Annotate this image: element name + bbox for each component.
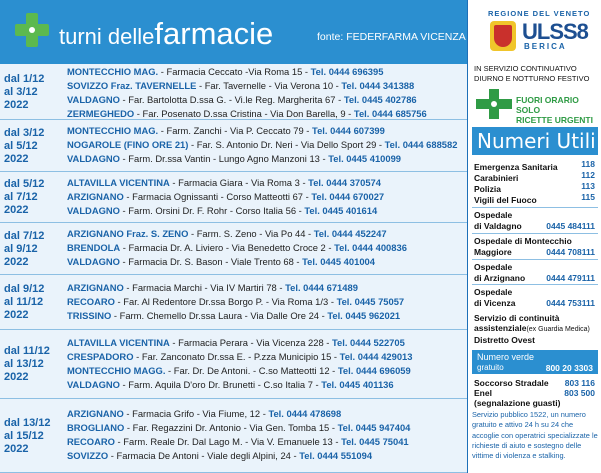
green-cross-icon — [476, 89, 512, 119]
pharmacy-details: - Far. Tavernelle - Via Verona 10 - — [196, 80, 342, 91]
pharmacy-entry — [67, 139, 457, 150]
pharmacy-details: - Farmacia Dr. A. Liviero - Via Benedetto Croce 2 - — [120, 242, 335, 253]
pharmacy-details: - Farm. Zanchi - Via P. Ceccato 79 - — [158, 125, 313, 136]
pharmacy-phone: Tel. 0445 410099 — [328, 153, 402, 164]
hospital-label-2: Maggiore — [474, 247, 512, 257]
pharmacy-details: - Farm. Reale Dr. Dal Lago M. - Via V. Emanuele 13 - — [114, 436, 342, 447]
header-banner — [0, 0, 467, 64]
pharmacy-town: ARZIGNANO — [67, 282, 124, 293]
pharmacy-entry — [67, 337, 405, 348]
pharmacy-town: VALDAGNO — [67, 94, 120, 105]
continuity-line-2b: (ex Guardia Medica) — [526, 326, 590, 333]
pharmacy-entry — [67, 351, 412, 362]
date-line: 2022 — [4, 256, 29, 268]
pharmacy-town: ARZIGNANO Fraz. S. ZENO — [67, 228, 189, 239]
pharmacy-entry — [67, 310, 400, 321]
enel-value: 803 500 — [564, 388, 595, 398]
continuity-line-1: Servizio di continuità — [474, 313, 560, 323]
fuori-line-1: FUORI ORARIO SOLO — [516, 95, 579, 115]
free-number-box — [472, 350, 598, 374]
pharmacy-phone: Tel. 0445 401004 — [302, 256, 375, 267]
pharmacy-phone: Tel. 0444 452247 — [313, 228, 387, 239]
pharmacy-entry — [67, 256, 375, 267]
ulss-logo-text: ULSS8 — [522, 19, 588, 44]
date-range — [4, 345, 50, 384]
hospital-label-1: Ospedale — [474, 210, 513, 220]
enel-sub: (segnalazione guasti) — [474, 398, 561, 408]
date-line: dal 13/12 — [4, 417, 51, 429]
pharmacy-entry — [67, 108, 427, 119]
date-line: 2022 — [4, 153, 29, 165]
date-line: 2022 — [4, 443, 29, 455]
pharmacy-town: RECOARO — [67, 296, 115, 307]
pharmacy-town: ALTAVILLA VICENTINA — [67, 337, 170, 348]
pharmacy-town: RECOARO — [67, 436, 115, 447]
free-number-sub: gratuito — [477, 363, 504, 372]
pharmacy-details: - Farmacia Ognissanti - Corso Matteotti 67 - — [123, 191, 312, 202]
useful-numbers-banner — [472, 127, 598, 155]
pharmacy-entry — [67, 282, 358, 293]
enel-label: Enel — [474, 388, 492, 398]
continuity-line-2a: assistenziale — [474, 323, 527, 333]
pharmacy-town: MONTECCHIO MAGG. — [67, 365, 166, 376]
pharmacy-details: - Far. Posenato D.ssa Cristina - Via Don Barella, 9 - — [134, 108, 354, 119]
free-number-value: 800 20 3303 — [545, 363, 593, 373]
date-group — [0, 64, 467, 120]
pharmacy-town: ZERMEGHEDO — [67, 108, 135, 119]
pharmacy-town: ARZIGNANO — [67, 408, 124, 419]
pharmacy-details: - Far. Regazzini Dr. Antonio - Via Gen. Tomba 15 - — [124, 422, 338, 433]
divider — [472, 284, 598, 285]
pharmacy-phone: Tel. 0444 429013 — [339, 351, 413, 362]
date-line: dal 7/12 — [4, 230, 45, 242]
hospital-number: 0445 484111 — [546, 221, 595, 231]
pharmacy-details: - Farmacia Marchi - Via IV Martiri 78 - — [123, 282, 286, 293]
pharmacy-town: NOGAROLE (FINO ORE 21) — [67, 139, 189, 150]
pharmacy-details: - Far. Dr. De Antoni. - C.so Matteotti 12 - — [165, 365, 338, 376]
date-line: dal 3/12 — [4, 127, 45, 139]
violence-helpline-note: Servizio pubblico 1522, un numero gratuito e attivo 24 h su 24 che accoglie con operatrici specializzate le richieste di aiuto e sostegno delle vittime di violenza e stalking. — [472, 410, 598, 461]
service-line-1: IN SERVIZIO CONTINUATIVO — [474, 64, 577, 73]
date-line: 2022 — [4, 99, 29, 111]
schedule-rows — [0, 64, 467, 473]
date-line: al 3/12 — [4, 86, 38, 98]
date-line: al 9/12 — [4, 243, 38, 255]
date-group — [0, 120, 467, 172]
date-line: al 11/12 — [4, 296, 44, 308]
hospital-label-2: di Arzignano — [474, 273, 526, 283]
info-sidebar — [467, 0, 601, 473]
pharmacy-entry — [67, 242, 407, 253]
pharmacy-town: VALDAGNO — [67, 379, 120, 390]
pharmacy-town: ARZIGNANO — [67, 191, 124, 202]
region-label: REGIONE DEL VENETO — [488, 9, 591, 18]
pharmacy-town: MONTECCHIO MAG. — [67, 66, 159, 77]
pharmacy-entry — [67, 125, 385, 136]
pharmacy-details: - Far. Zanconato Dr.ssa E. - P.zza Municipio 15 - — [133, 351, 340, 362]
pharmacy-entry — [67, 450, 372, 461]
pharmacy-entry — [67, 296, 404, 307]
pharmacy-town: BROGLIANO — [67, 422, 125, 433]
pharmacy-phone: Tel. 0445 401614 — [304, 205, 378, 216]
emergency-number: 113 — [581, 181, 595, 191]
pharmacy-phone: Tel. 0445 402786 — [343, 94, 417, 105]
pharmacy-entry — [67, 94, 417, 105]
date-range — [4, 417, 50, 456]
pharmacy-phone: Tel. 0444 400836 — [334, 242, 407, 253]
pharmacy-entry — [67, 365, 411, 376]
fuori-line-2: RICETTE URGENTI — [516, 115, 593, 125]
pharmacy-details: - Far. Bartolotta D.ssa G. - Vi.le Reg. Margherita 67 - — [119, 94, 344, 105]
emergency-label: Carabinieri — [474, 173, 519, 183]
pharmacy-details: - Farm. Chemello Dr.ssa Laura - Via Dalle Ore 24 - — [111, 310, 328, 321]
pharmacy-town: CRESPADORO — [67, 351, 134, 362]
continuity-service — [474, 313, 590, 345]
pharmacy-phone: Tel. 0445 947404 — [337, 422, 411, 433]
useful-numbers-title: Numeri Utili — [477, 129, 596, 153]
date-line: dal 9/12 — [4, 283, 45, 295]
title-part-1: turni delle — [59, 24, 155, 49]
date-line: dal 11/12 — [4, 345, 50, 357]
pharmacy-entry — [67, 191, 384, 202]
date-range — [4, 283, 44, 322]
pharmacy-entry — [67, 205, 377, 216]
divider — [472, 207, 598, 208]
emergency-label: Polizia — [474, 184, 501, 194]
road-assist-label: Soccorso Stradale — [474, 378, 549, 388]
ulss-subtitle: BERICA — [524, 42, 567, 51]
pharmacy-entry — [67, 177, 381, 188]
pharmacy-details: - Farm. Orsini Dr. F. Rohr - Corso Italia 56 - — [119, 205, 305, 216]
emergency-number: 115 — [581, 192, 595, 202]
pharmacy-phone: Tel. 0445 75041 — [341, 436, 409, 447]
date-line: al 13/12 — [4, 358, 44, 370]
title-part-2: farmacie — [154, 16, 274, 51]
date-group — [0, 330, 467, 399]
pharmacy-details: - Farmacia Ceccato -Via Roma 15 - — [158, 66, 311, 77]
date-range — [4, 73, 44, 112]
pharmacy-town: SOVIZZO — [67, 450, 109, 461]
pharmacy-town: SOVIZZO Fraz. TAVERNELLE — [67, 80, 197, 91]
pharmacy-phone: Tel. 0444 551094 — [299, 450, 373, 461]
pharmacy-town: ALTAVILLA VICENTINA — [67, 177, 170, 188]
pharmacy-phone: Tel. 0444 607399 — [312, 125, 385, 136]
after-hours-note — [516, 95, 601, 125]
pharmacy-phone: Tel. 0444 341388 — [341, 80, 415, 91]
pharmacy-phone: Tel. 0444 522705 — [332, 337, 405, 348]
pharmacy-entry — [67, 80, 414, 91]
road-assist-value: 803 116 — [564, 378, 595, 388]
pharmacy-town: VALDAGNO — [67, 256, 120, 267]
hospital-label-1: Ospedale — [474, 262, 513, 272]
pharmacy-phone: Tel. 0444 478698 — [268, 408, 342, 419]
pharmacy-details: - Far. S. Antonio Dr. Neri - Via Dello Sport 29 - — [188, 139, 385, 150]
date-group — [0, 275, 467, 330]
pharmacy-details: - Farm. S. Zeno - Via Po 44 - — [188, 228, 314, 239]
date-group — [0, 399, 467, 473]
pharmacy-entry — [67, 422, 410, 433]
pharmacy-town: VALDAGNO — [67, 153, 120, 164]
hospital-label-2: di Valdagno — [474, 221, 522, 231]
page-title — [59, 16, 273, 52]
pharmacy-entry — [67, 408, 341, 419]
pharmacy-details: - Far. Al Redentore Dr.ssa Borgo P. - Via Roma 1/3 - — [114, 296, 337, 307]
pharmacy-details: - Farmacia De Antoni - Viale degli Alpini, 24 - — [108, 450, 300, 461]
pharmacy-phone: Tel. 0444 685756 — [353, 108, 427, 119]
divider — [472, 233, 598, 234]
pharmacy-phone: Tel. 0444 696059 — [337, 365, 411, 376]
pharmacy-town: TRISSINO — [67, 310, 112, 321]
emergency-number: 112 — [581, 170, 595, 180]
pharmacy-entry — [67, 66, 383, 77]
date-line: al 5/12 — [4, 140, 38, 152]
hospital-label-1: Ospedale di Montecchio — [474, 236, 572, 246]
date-line: 2022 — [4, 309, 29, 321]
date-range — [4, 127, 44, 166]
emergency-number: 118 — [581, 159, 595, 169]
service-line-2: DIURNO E NOTTURNO FESTIVO — [474, 73, 590, 83]
free-number-label: Numero verde — [477, 352, 535, 362]
pharmacy-details: - Farmacia Perara - Via Vicenza 228 - — [169, 337, 332, 348]
divider — [472, 259, 598, 260]
date-group — [0, 172, 467, 223]
pharmacy-town: VALDAGNO — [67, 205, 120, 216]
pharmacy-phone: Tel. 0444 696395 — [310, 66, 384, 77]
pharmacy-details: - Farm. Dr.ssa Vantin - Lungo Agno Manzoni 13 - — [119, 153, 329, 164]
pharmacy-phone: Tel. 0444 670027 — [311, 191, 385, 202]
pharmacy-town: BRENDOLA — [67, 242, 121, 253]
date-range — [4, 230, 44, 269]
pharmacy-entry — [67, 228, 387, 239]
pharmacy-phone: Tel. 0444 671489 — [285, 282, 358, 293]
pharmacy-phone: Tel. 0445 75057 — [336, 296, 405, 307]
source-label: fonte: FEDERFARMA VICENZA — [317, 31, 466, 43]
pharmacy-details: - Farmacia Giara - Via Roma 3 - — [169, 177, 309, 188]
service-note — [474, 64, 589, 83]
pharmacy-details: - Farmacia Dr. S. Bason - Viale Trento 68 - — [119, 256, 303, 267]
date-range — [4, 178, 44, 217]
hospital-label-2: di Vicenza — [474, 298, 516, 308]
hospital-number: 0444 708111 — [546, 247, 595, 257]
date-line: dal 1/12 — [4, 73, 45, 85]
date-line: 2022 — [4, 204, 29, 216]
lion-crest-icon — [490, 21, 516, 51]
pharmacy-details: - Farmacia Grifo - Via Fiume, 12 - — [123, 408, 269, 419]
date-group — [0, 223, 467, 275]
continuity-line-3: Distretto Ovest — [474, 335, 535, 345]
pharmacy-entry — [67, 436, 409, 447]
hospital-label-1: Ospedale — [474, 287, 513, 297]
pharmacy-cross-icon — [15, 13, 49, 47]
date-line: 2022 — [4, 371, 29, 383]
hospital-number: 0444 753111 — [546, 298, 595, 308]
pharmacy-entry — [67, 153, 401, 164]
pharmacy-phone: Tel. 0444 688582 — [384, 139, 458, 150]
date-line: al 7/12 — [4, 191, 38, 203]
pharmacy-details: - Farm. Aquila D'oro Dr. Brunetti - C.so Italia 7 - — [119, 379, 322, 390]
pharmacy-town: MONTECCHIO MAG. — [67, 125, 159, 136]
pharmacy-phone: Tel. 0445 401136 — [321, 379, 394, 390]
hospital-number: 0444 479111 — [546, 273, 595, 283]
emergency-label: Emergenza Sanitaria — [474, 162, 558, 172]
pharmacy-entry — [67, 379, 394, 390]
emergency-label: Vigili del Fuoco — [474, 195, 537, 205]
pharmacy-phone: Tel. 0445 962021 — [327, 310, 401, 321]
date-line: dal 5/12 — [4, 178, 45, 190]
pharmacy-phone: Tel. 0444 370574 — [308, 177, 381, 188]
date-line: al 15/12 — [4, 430, 44, 442]
